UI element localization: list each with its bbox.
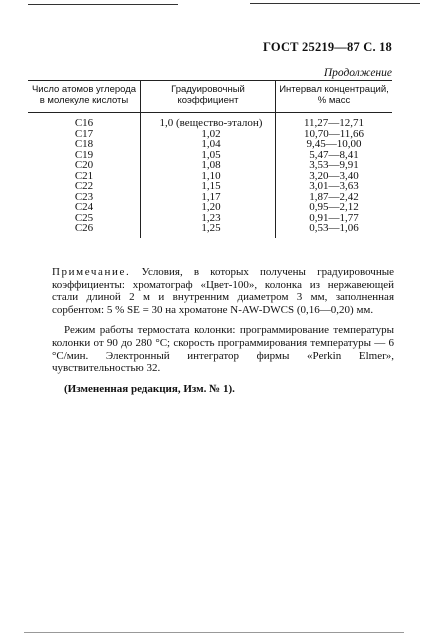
cell-coefficient: 1,02 <box>141 129 276 140</box>
table-row <box>28 113 392 129</box>
body-text <box>52 266 394 395</box>
cell-carbon-atoms: C20 <box>74 159 94 171</box>
note-text: Условия, в которых получены градуировочные коэффициенты: хроматограф «Цвет-100», колонка из нержавеющей стали длиной 2 м и внутренним диаметром 3 мм, заполненная сорбентом: 5 % SE = 30 на хроматоне N-AW-DWCS (0,16—0,20) мм. <box>52 266 394 316</box>
table-header-row <box>28 81 392 113</box>
scan-edge-line <box>28 4 178 5</box>
cell-coefficient: 1,25 <box>141 223 276 238</box>
table-row <box>28 139 392 150</box>
table-row <box>28 202 392 213</box>
cell-concentration: 3,01—3,63 <box>276 181 393 192</box>
cell-concentration: 11,27—12,71 <box>276 113 393 129</box>
table-row <box>28 181 392 192</box>
scan-edge-line <box>250 3 420 4</box>
cell-carbon-atoms: C23 <box>74 190 94 203</box>
cell-concentration: 3,20—3,40 <box>276 171 393 182</box>
cell-carbon-atoms: C19 <box>74 148 94 161</box>
page-header: ГОСТ 25219—87 С. 18 <box>263 40 392 54</box>
cell-coefficient: 1,08 <box>141 160 276 171</box>
cell-concentration: 5,47—8,41 <box>276 150 393 161</box>
thermostat-paragraph: Режим работы термостата колонки: программирование температуры колонки от 90 до 280 °С; скорость программирования температуры — 6 °С/мин. Электронный интегратор фирмы «Perkin Elmer», чувствительностью 32. <box>52 324 394 375</box>
scan-edge-line <box>24 632 404 633</box>
cell-carbon-atoms: C24 <box>74 201 94 213</box>
cell-coefficient: 1,04 <box>141 139 276 150</box>
cell-carbon-atoms: C16 <box>74 117 94 129</box>
cell-concentration: 0,91—1,77 <box>276 213 393 224</box>
amendment-note: (Измененная редакция, Изм. № 1). <box>64 382 235 395</box>
table-body <box>28 113 392 238</box>
cell-concentration: 1,87—2,42 <box>276 192 393 203</box>
table-row <box>28 160 392 171</box>
cell-concentration: 10,70—11,66 <box>276 129 393 140</box>
table-row <box>28 223 392 238</box>
cell-carbon-atoms: C22 <box>74 180 94 192</box>
cell-carbon-atoms: C25 <box>74 211 94 224</box>
cell-coefficient: 1,23 <box>141 213 276 224</box>
continuation-label: Продолжение <box>323 67 392 79</box>
column-header-concentration: Интервал концентраций, % масс <box>276 81 393 113</box>
cell-coefficient: 1,20 <box>141 202 276 213</box>
note-paragraph <box>52 266 394 316</box>
cell-carbon-atoms: C17 <box>74 127 94 140</box>
cell-carbon-atoms: C18 <box>74 138 94 150</box>
cell-coefficient: 1,0 (вещество-эталон) <box>141 113 276 129</box>
cell-concentration: 0,95—2,12 <box>276 202 393 213</box>
column-header-carbon-atoms: Число атомов углерода в молекуле кислоты <box>28 81 141 113</box>
cell-coefficient: 1,05 <box>141 150 276 161</box>
note-label: Примечание. <box>52 266 131 278</box>
cell-coefficient: 1,15 <box>141 181 276 192</box>
cell-carbon-atoms: C26 <box>74 222 94 234</box>
cell-coefficient: 1,10 <box>141 171 276 182</box>
cell-coefficient: 1,17 <box>141 192 276 203</box>
cell-concentration: 9,45—10,00 <box>276 139 393 150</box>
cell-carbon-atoms: C21 <box>74 169 94 182</box>
cell-concentration: 0,53—1,06 <box>276 223 393 238</box>
column-header-coefficient: Градуировочный коэффициент <box>141 81 276 113</box>
calibration-table <box>28 80 392 238</box>
data-table-container <box>28 80 392 238</box>
cell-concentration: 3,53—9,91 <box>276 160 393 171</box>
